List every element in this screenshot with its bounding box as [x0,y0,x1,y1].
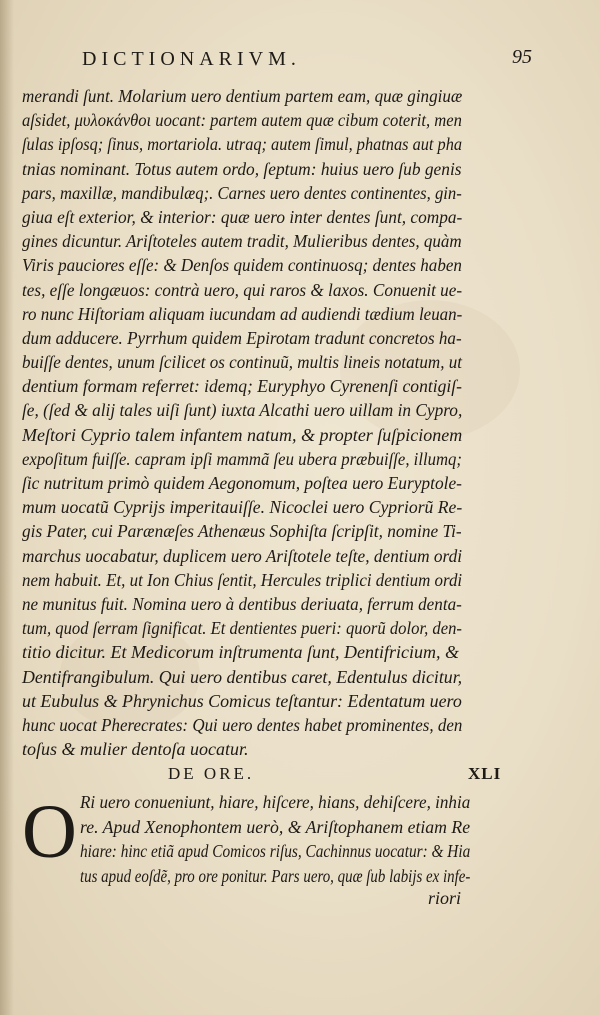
text-line: gines dicuntur. Ariſtoteles autem tradit, Mulieribus dentes, quàm [22,231,462,252]
text-line: buiſſe dentes, unum ſcilicet os continuũ, multis lineis notatum, ut [22,352,462,373]
text-line: Viris pauciores eſſe: & Denſos quidem continuosq; dentes haben [22,255,462,276]
section-title: DE ORE. [168,764,255,783]
section-number: XLI [468,764,502,783]
text-line: tes, eſſe longæuos: contrà uero, qui raros & laxos. Conuenit ue- [22,279,463,300]
text-line: giua eſt exterior, & interior: quæ uero inter dentes ſunt, compa- [22,206,463,227]
text-line: aſsidet, μυλοκάνθοι uocant: partem autem quæ cibum coterit, men [22,110,462,131]
text-line: tum, quod ſerram ſignificat. Et dentientes pueri: quorũ dolor, den- [22,618,462,639]
text-line: Meſtori Cyprio talem infantem natum, & propter ſuſpicionem [22,424,462,445]
text-line: tnias nominant. Totus autem ordo, ſeptum: huius uero ſub genis [22,158,462,179]
main-text-block [22,84,462,761]
page-number: 95 [512,46,532,68]
running-head: DICTIONARIVM. [82,48,301,70]
text-line: ſe, (ſed & alij tales uiſi ſunt) iuxta Alcathi uero uillam in Cypro, [22,400,463,421]
catchword: riori [428,888,462,908]
text-line: hiare: hinc etiã apud Comicos riſus, Cachinnus uocatur: & Hia [80,841,471,862]
text-line: ne munitus fuit. Nomina uero à dentibus deriuata, ferrum denta- [22,593,462,614]
text-line: ut Eubulus & Phrynichus Comicus teſtantur: Edentatum uero [22,690,462,711]
text-line: re. Apud Xenophontem uerò, & Ariſtophanem etiam Re [80,816,471,837]
text-line: toſus & mulier dentoſa uocatur. [22,739,249,760]
text-line: nem habuit. Et, ut Ion Chius ſentit, Hercules triplici dentium ordi [22,569,463,590]
text-line: hunc uocat Pherecrates: Qui uero dentes habet prominentes, den [22,714,463,735]
section-text-block [80,790,470,888]
text-line: merandi ſunt. Molarium uero dentium partem eam, quæ gingiuæ [22,86,463,106]
text-line: pars, maxillæ, mandibulæq;. Carnes uero dentes continentes, gin- [22,182,462,203]
text-line: dum adducere. Pyrrhum quidem Epirotam tradunt concretos ha- [22,327,462,348]
text-line: gis Pater, cui Parænæſes Athenæus Sophiſta ſcripſit, nomine Ti- [22,521,462,542]
text-line: dentium formam referret: idemq; Euryphyo Cyrenenſi contigiſ- [22,376,462,397]
page-gutter-shadow [0,0,14,1015]
drop-cap: O [22,790,77,874]
text-line: marchus uocabatur, duplicem uero Ariſtotele teſte, dentium ordi [22,545,463,566]
text-line: mum uocatũ Cyprijs imperitauiſſe. Nicoclei uero Cypriorũ Re- [22,497,463,518]
text-line: ſulas ipſosq; ſinus, mortariola. utraq; autem ſimul, phatnas aut pha [22,134,463,155]
text-line: titio dicitur. Et Medicorum inſtrumenta ſunt, Dentifricium, & [22,642,459,663]
text-line: expoſitum fuiſſe. capram ipſi mammã ſeu ubera præbuiſſe, illumq; [22,448,462,469]
section-heading [0,764,600,790]
text-line: ſic nutritum primò quidem Aegonomum, poſtea uero Euryptole- [22,473,462,493]
text-line: ro nunc Hiſtoriam aliquam iucundam ad audiendi tædium leuan- [22,303,463,324]
text-line: Dentifrangibulum. Qui uero dentibus caret, Edentulus dicitur, [22,666,463,687]
text-line: tus apud eoſdẽ, pro ore ponitur. Pars uero, quæ ſub labijs ex infe- [80,865,471,886]
text-line: Ri uero conueniunt, hiare, hiſcere, hians, dehiſcere, inhia [80,792,471,812]
